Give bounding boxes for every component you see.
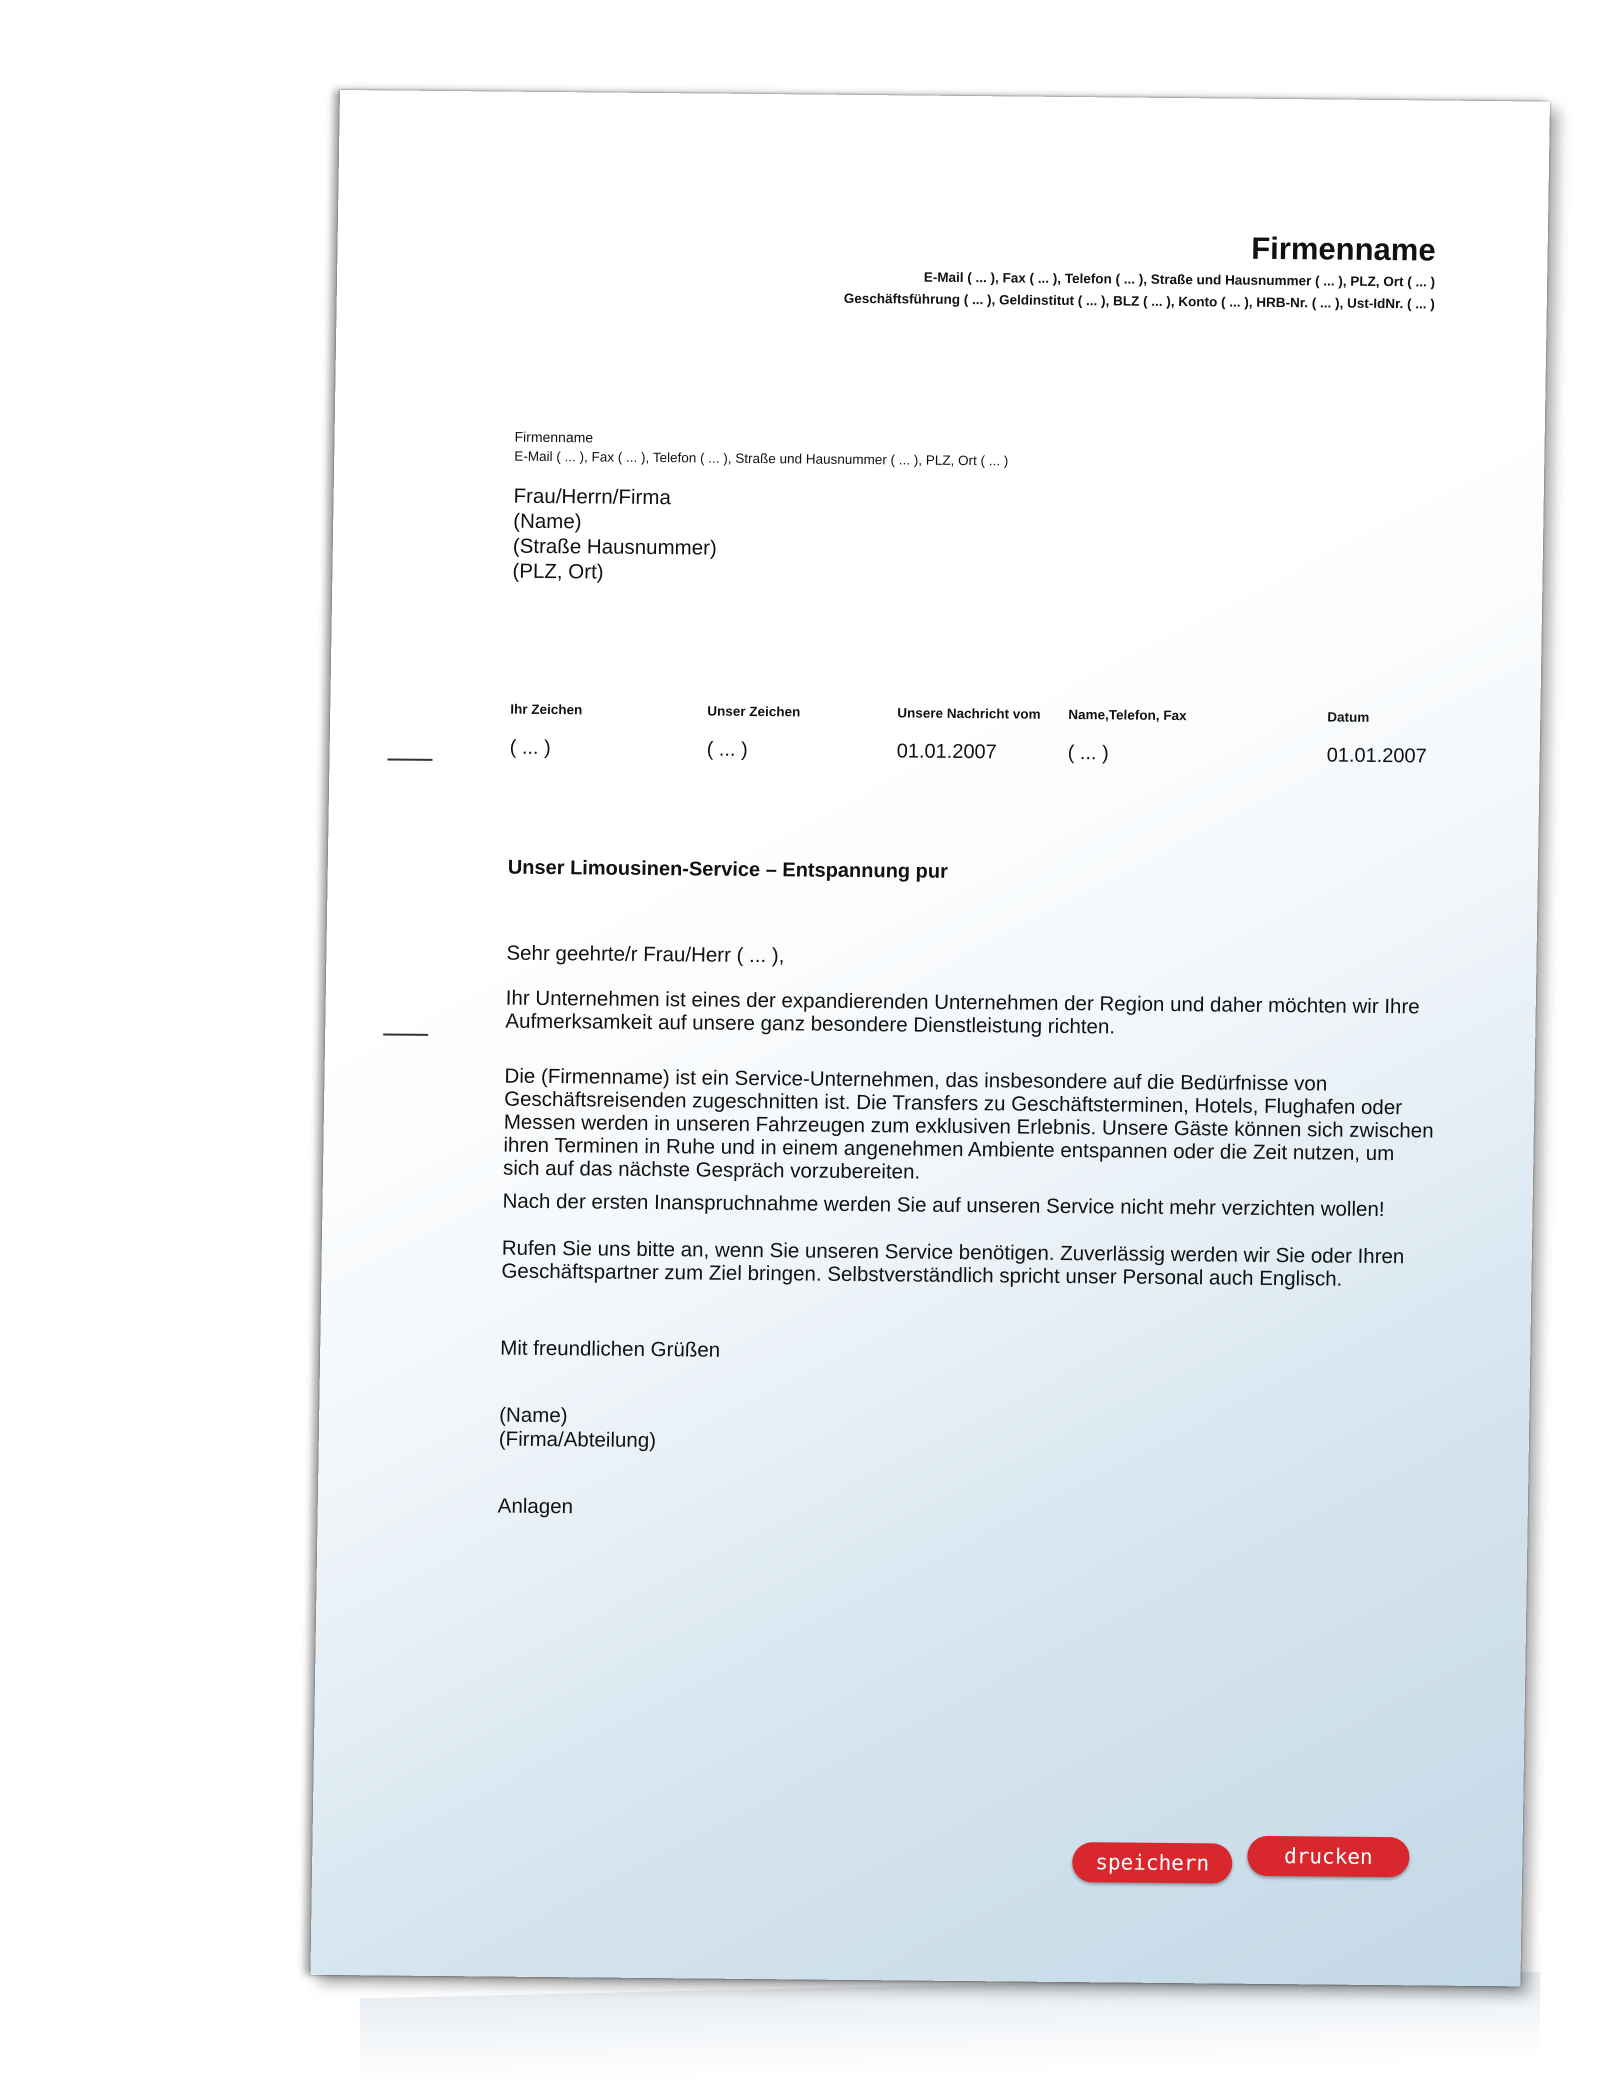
- ref-value-ihr-zeichen: ( ... ): [509, 736, 551, 760]
- ref-label-ihr-zeichen: Ihr Zeichen: [510, 701, 583, 718]
- letter-paragraph-4: Rufen Sie uns bitte an, wenn Sie unseren Service benötigen. Zuverlässig werden wir Sie oder Ihren Geschäftspartner zum Ziel bringen. Selbstverständlich spricht unser Personal auch Englisch.: [501, 1236, 1405, 1291]
- fold-mark-upper: [387, 758, 432, 760]
- letterhead-contact-line: E-Mail ( ... ), Fax ( ... ), Telefon ( ... ), Straße und Hausnummer ( ... ), PLZ, Ort ( ... ): [923, 269, 1436, 290]
- recipient-address: [512, 484, 717, 586]
- letter-closing: Mit freundlichen Grüßen: [500, 1336, 721, 1362]
- recipient-name: (Name): [513, 509, 582, 534]
- sender-company: Firmenname: [514, 428, 594, 446]
- recipient-salutation-line: Frau/Herrn/Firma: [513, 484, 672, 510]
- sheet-reflection: [360, 1972, 1540, 2089]
- ref-value-unser-zeichen: ( ... ): [706, 738, 748, 761]
- letter-paragraph-3: Nach der ersten Inanspruchnahme werden Sie auf unseren Service nicht mehr verzichten wollen!: [502, 1189, 1385, 1222]
- ref-value-datum: 01.01.2007: [1326, 744, 1427, 768]
- ref-value-unsere-nachricht: 01.01.2007: [896, 740, 997, 764]
- letter-paragraph-2: Die (Firmenname) ist ein Service-Unternehmen, das insbesondere auf die Bedürfnisse von Geschäftsreisenden zugeschnitten ist. Die Transfers zu Geschäftsterminen, Hotels, Flughafen oder Messen werden in unseren Fahrzeugen zum exklusiven Erlebnis. Unsere Gäste können sich zwischen ihren Terminen in Ruhe und in einem angenehmen Ambiente entspannen oder die Zeit nutzen, um sich auf das nächste Gespräch vorzubereiten.: [502, 1064, 1434, 1184]
- letter-enclosures: Anlagen: [497, 1494, 574, 1519]
- letter-paragraph-1: Ihr Unternehmen ist eines der expandierenden Unternehmen der Region und daher möchten wir Ihre Aufmerksamkeit auf unsere ganz besondere Dienstleistung richten.: [505, 986, 1420, 1039]
- recipient-street: (Straße Hausnummer): [512, 534, 717, 560]
- ref-label-unsere-nachricht: Unsere Nachricht vom: [897, 705, 1041, 722]
- print-button[interactable]: drucken: [1247, 1836, 1410, 1878]
- recipient-city: (PLZ, Ort): [512, 559, 604, 584]
- letterhead-legal-line: Geschäftsführung ( ... ), Geldinstitut ( ... ), BLZ ( ... ), Konto ( ... ), HRB-Nr. ( ... ), Ust-IdNr. ( ... ): [843, 290, 1435, 312]
- ref-value-name-telefon-fax: ( ... ): [1067, 742, 1109, 765]
- signature-company: (Firma/Abteilung): [498, 1427, 657, 1453]
- letterhead-company: Firmenname: [1251, 230, 1436, 268]
- ref-label-name-telefon-fax: Name,Telefon, Fax: [1068, 707, 1187, 724]
- letter-subject: Unser Limousinen-Service – Entspannung pur: [507, 856, 949, 883]
- letter-salutation: Sehr geehrte/r Frau/Herr ( ... ),: [506, 941, 785, 968]
- ref-label-unser-zeichen: Unser Zeichen: [707, 703, 801, 720]
- ref-label-datum: Datum: [1327, 709, 1370, 725]
- document-sheet: [310, 90, 1550, 1986]
- signature-name: (Name): [499, 1403, 568, 1428]
- fold-mark-lower: [383, 1033, 428, 1035]
- sender-contact: E-Mail ( ... ), Fax ( ... ), Telefon ( ... ), Straße und Hausnummer ( ... ), PLZ, Ort ( ... ): [514, 448, 1009, 469]
- save-button[interactable]: speichern: [1072, 1842, 1233, 1884]
